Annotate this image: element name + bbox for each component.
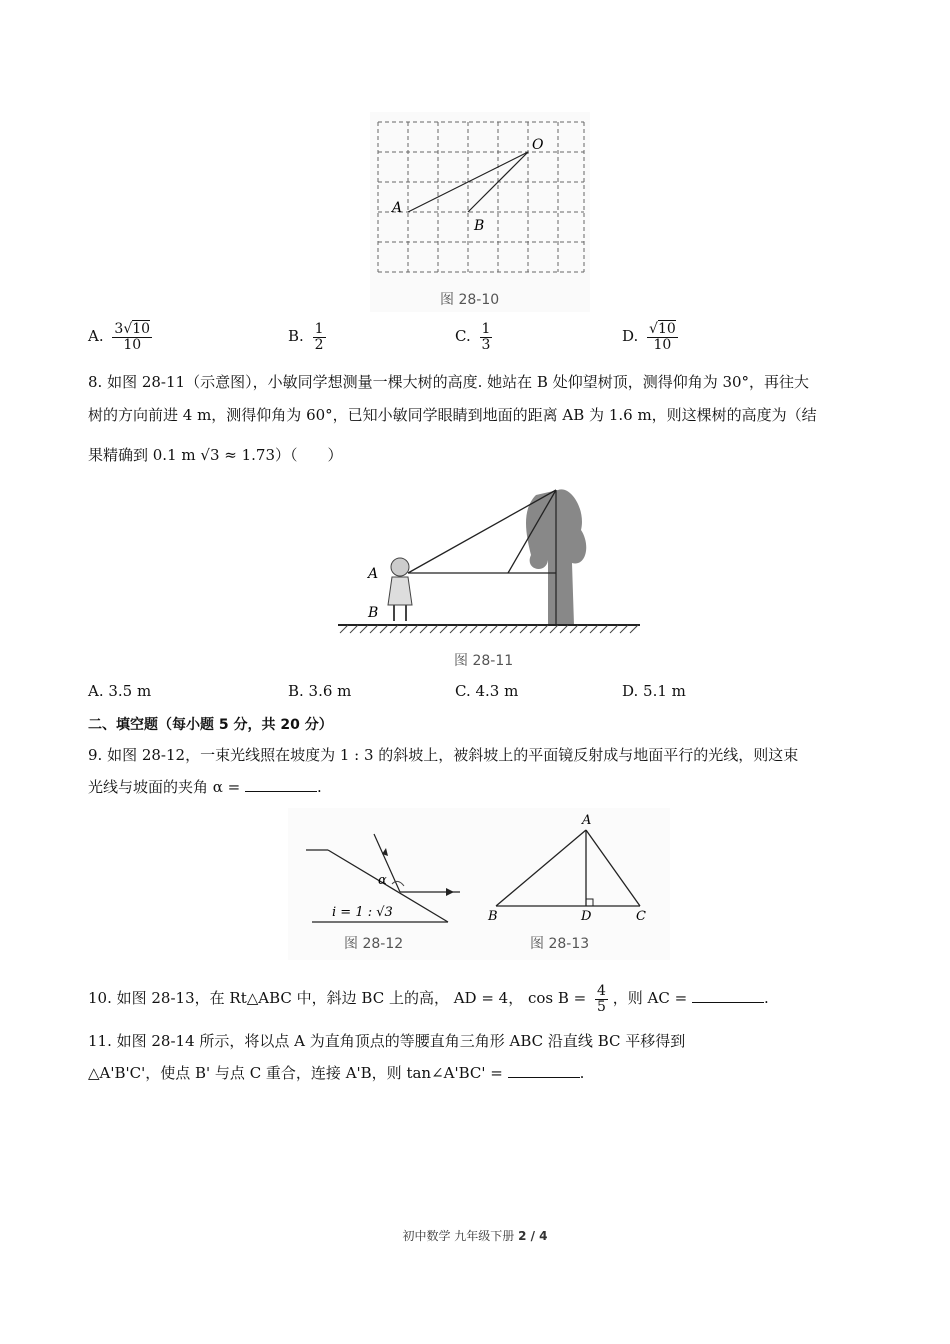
q8-option-a[interactable]: A. 3.5 m <box>88 682 152 700</box>
label-A: A <box>392 200 403 216</box>
alpha-label: α <box>378 873 387 888</box>
option-d-fraction: $\frac{√10}{10}$ <box>649 321 676 353</box>
figure-caption-28-13: 图 28-13 <box>530 936 590 952</box>
option-d-label: D. <box>622 327 639 346</box>
label-B: B <box>488 909 498 924</box>
answer-blank-q9[interactable] <box>245 777 317 792</box>
option-c[interactable] <box>455 322 492 352</box>
option-a[interactable] <box>88 322 152 352</box>
label-C: C <box>636 909 646 924</box>
question-11-line-2: △A'B'C'，使点 B' 与点 C 重合，连接 A'B，则 tan∠A'BC' = . <box>88 1064 585 1082</box>
q8-option-b[interactable]: B. 3.6 m <box>288 682 352 700</box>
answer-blank-q11[interactable] <box>508 1063 580 1078</box>
person-icon <box>388 558 412 621</box>
figures-28-12-28-13 <box>288 808 670 960</box>
q8-option-d[interactable]: D. 5.1 m <box>622 682 686 700</box>
figure-caption-28-12: 图 28-12 <box>344 936 404 952</box>
page-number: 2 / 4 <box>518 1229 548 1243</box>
slope-label: i = 1 : √3 <box>332 905 393 920</box>
option-a-label: A. <box>88 327 104 346</box>
question-8-line-2: 树的方向前进 4 m，测得仰角为 60°，已知小敏同学眼睛到地面的距离 AB 为 1.6 m，则这棵树的高度为（结 <box>88 406 817 424</box>
question-11-line-1: 11. 如图 28-14 所示，将以点 A 为直角顶点的等腰直角三角形 ABC 沿直线 BC 平移得到 <box>88 1032 686 1050</box>
label-A: A <box>582 813 592 828</box>
figure-28-10 <box>370 112 590 312</box>
label-D: D <box>581 909 592 924</box>
answer-blank-q10[interactable] <box>692 988 764 1003</box>
question-9-line-1: 9. 如图 28-12，一束光线照在坡度为 1 : 3 的斜坡上，被斜坡上的平面镜反射成与地面平行的光线，则这束 <box>88 746 799 764</box>
page-footer <box>0 1227 950 1244</box>
question-8-line-1: 8. 如图 28-11（示意图），小敏同学想测量一棵大树的高度. 她站在 B 处仰望树顶，测得仰角为 30°，再往大 <box>88 373 810 391</box>
question-10: 10. 如图 28-13，在 Rt△ABC 中，斜边 BC 上的高， AD = 4， cos B = $\frac{4}{5}$ ，则 AC = . <box>88 983 769 1015</box>
option-d[interactable] <box>622 322 678 352</box>
cos-b-fraction: $\frac{4}{5}$ <box>597 983 606 1015</box>
question-9-line-2: 光线与坡面的夹角 α = . <box>88 778 322 796</box>
figure-28-11 <box>336 475 642 675</box>
option-b[interactable] <box>288 322 326 352</box>
option-c-label: C. <box>455 327 471 346</box>
figure-caption: 图 28-10 <box>440 292 500 308</box>
label-O: O <box>532 137 544 153</box>
option-a-fraction: $\frac{3√10}{10}$ <box>114 321 151 353</box>
label-B: B <box>474 218 485 234</box>
label-A: A <box>368 566 379 582</box>
label-B: B <box>368 605 379 621</box>
option-b-fraction: $\frac{1}{2}$ <box>314 321 324 353</box>
section-heading: 二、填空题（每小题 5 分，共 20 分） <box>88 717 333 733</box>
figure-caption: 图 28-11 <box>454 653 514 669</box>
option-b-label: B. <box>288 327 304 346</box>
question-8-line-3: 果精确到 0.1 m √3 ≈ 1.73）（ ） <box>88 446 343 464</box>
q8-option-c[interactable]: C. 4.3 m <box>455 682 519 700</box>
option-c-fraction: $\frac{1}{3}$ <box>481 321 491 353</box>
footer-text: 初中数学 九年级下册 <box>402 1229 519 1243</box>
